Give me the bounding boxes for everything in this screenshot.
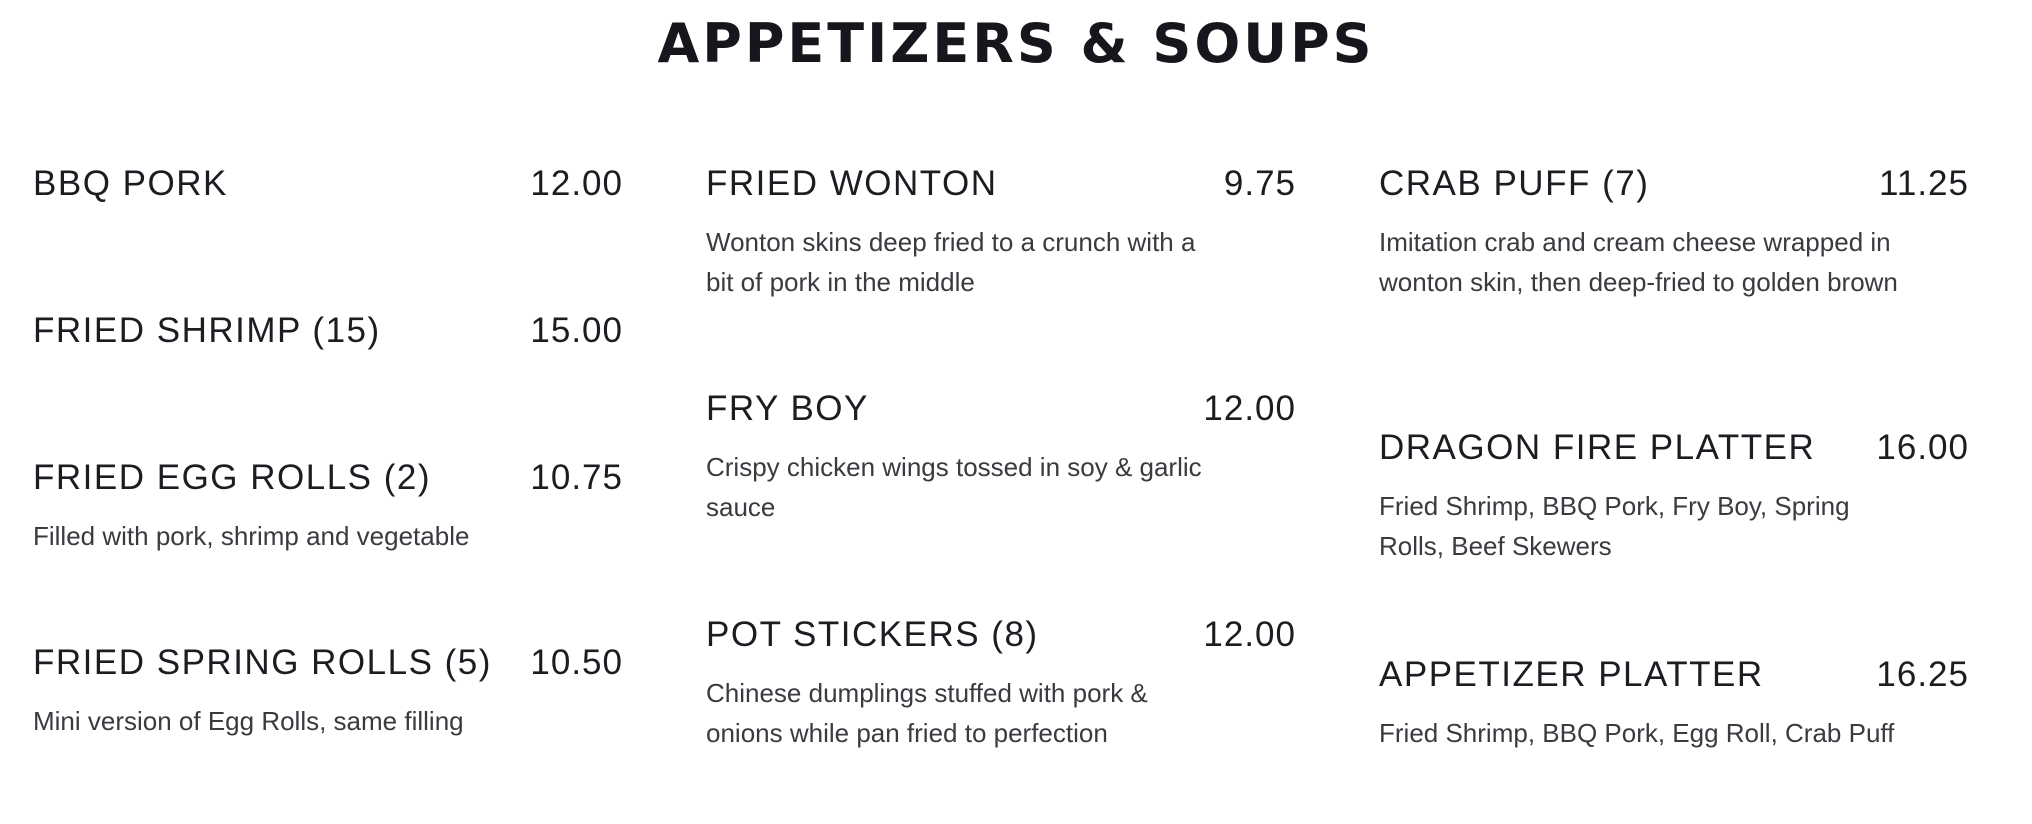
- menu-item: [1379, 428, 1969, 566]
- item-description: Fried Shrimp, BBQ Pork, Fry Boy, Spring Rolls, Beef Skewers: [1379, 491, 1850, 561]
- item-description: Mini version of Egg Rolls, same filling: [33, 706, 464, 736]
- menu-item: [33, 643, 623, 741]
- item-price: 12.00: [530, 164, 623, 203]
- item-description: Wonton skins deep fried to a crunch with a bit of pork in the middle: [706, 227, 1196, 297]
- item-name: FRY BOY: [706, 389, 869, 428]
- menu-item: [33, 458, 623, 556]
- item-name: APPETIZER PLATTER: [1379, 655, 1764, 694]
- item-name: BBQ PORK: [33, 164, 228, 203]
- item-price: 15.00: [530, 311, 623, 350]
- item-price: 11.25: [1879, 164, 1969, 203]
- item-price: 9.75: [1223, 164, 1296, 203]
- menu-item: [1379, 655, 1969, 753]
- menu-item: [706, 615, 1296, 753]
- menu-item: [1379, 164, 1969, 302]
- item-description: Imitation crab and cream cheese wrapped in wonton skin, then deep-fried to golden brown: [1379, 227, 1898, 297]
- item-description: Chinese dumplings stuffed with pork & onions while pan fried to perfection: [706, 678, 1148, 748]
- item-name: POT STICKERS (8): [706, 615, 1039, 654]
- item-name: CRAB PUFF (7): [1379, 164, 1650, 203]
- section-title: APPETIZERS & SOUPS: [657, 12, 1375, 75]
- item-price: 10.50: [530, 643, 623, 682]
- menu-item: [33, 164, 623, 204]
- menu-item: [33, 311, 623, 351]
- item-price: 12.00: [1203, 615, 1296, 654]
- item-name: FRIED SHRIMP (15): [33, 311, 381, 350]
- item-price: 10.75: [530, 458, 623, 497]
- item-name: FRIED SPRING ROLLS (5): [33, 643, 492, 682]
- item-name: DRAGON FIRE PLATTER: [1379, 428, 1816, 467]
- item-price: 16.25: [1876, 655, 1969, 694]
- item-price: 16.00: [1876, 428, 1969, 467]
- item-name: FRIED WONTON: [706, 164, 998, 203]
- item-description: Fried Shrimp, BBQ Pork, Egg Roll, Crab Puff: [1379, 718, 1895, 748]
- item-description: Filled with pork, shrimp and vegetable: [33, 521, 470, 551]
- item-price: 12.00: [1203, 389, 1296, 428]
- item-description: Crispy chicken wings tossed in soy & garlic sauce: [706, 452, 1202, 522]
- menu-item: [706, 164, 1296, 302]
- menu-item: [706, 389, 1296, 527]
- item-name: FRIED EGG ROLLS (2): [33, 458, 432, 497]
